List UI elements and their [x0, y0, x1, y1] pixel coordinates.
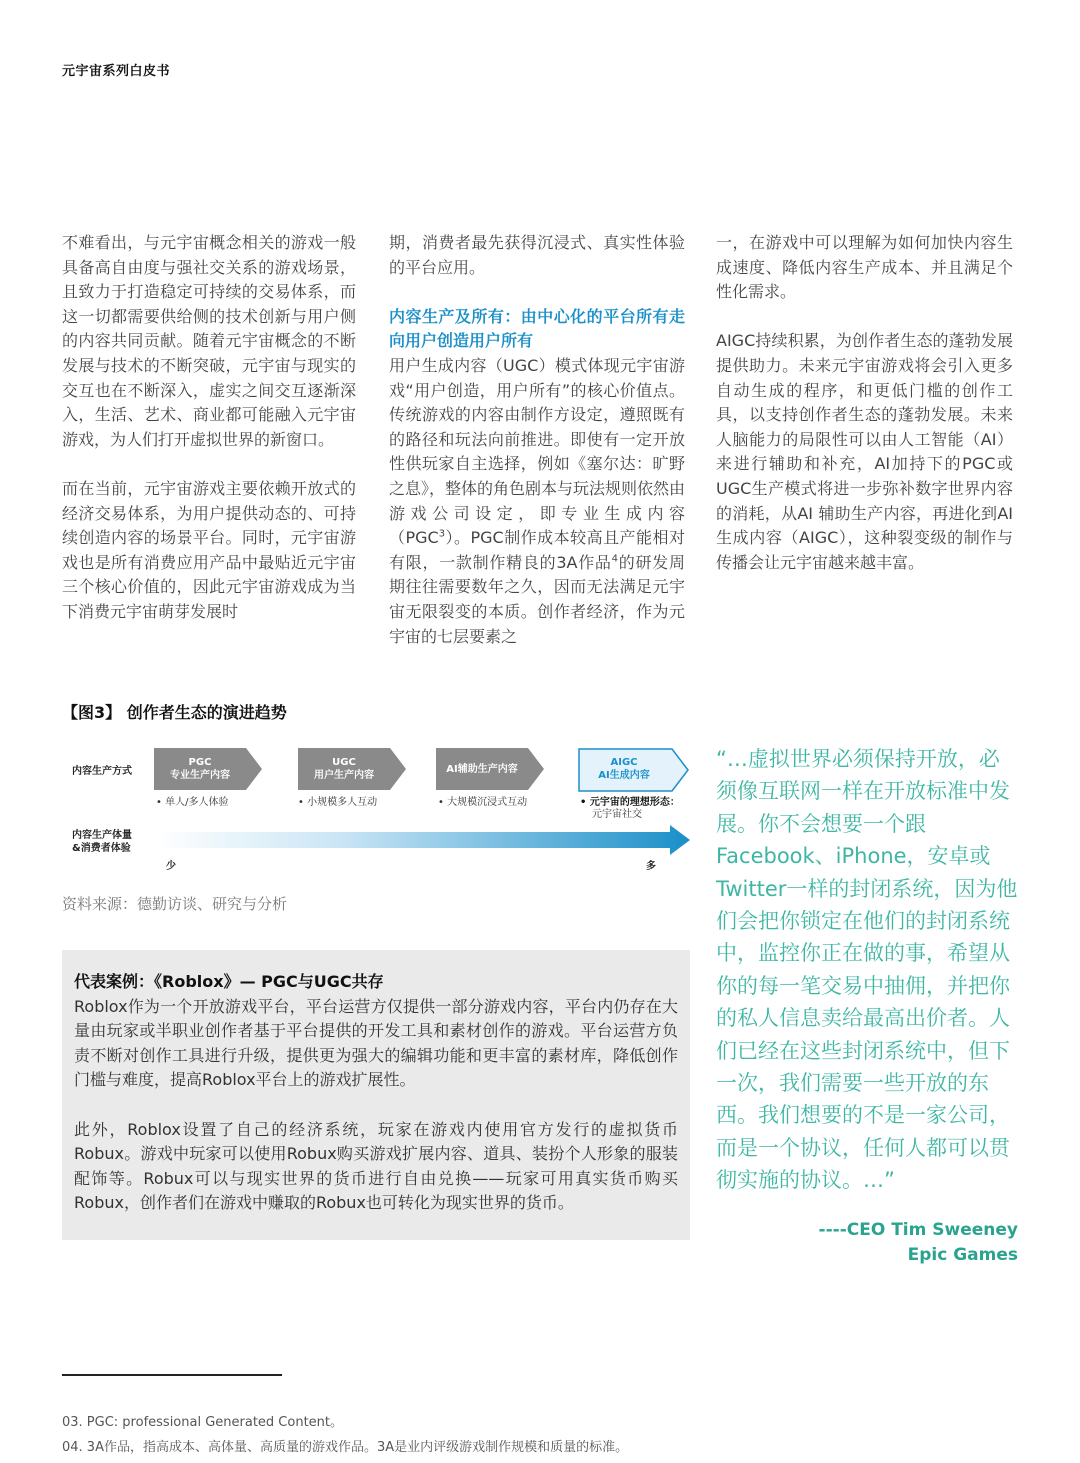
- gradient-arrow: [156, 825, 690, 855]
- text-column-3: [716, 231, 1013, 600]
- section-subheading: 内容生产及所有：由中心化的平台所有走向用户创造用户所有: [389, 306, 685, 351]
- stage-ugc: [298, 748, 406, 790]
- stage-label: UGC: [332, 757, 356, 768]
- figure-source: 资料来源：德勤访谈、研究与分析: [62, 895, 288, 913]
- stage-ai-assisted: [436, 748, 544, 790]
- stage-sublabel: 专业生产内容: [170, 770, 230, 781]
- quote-attribution: ----CEO Tim Sweeney Epic Games: [818, 1220, 1018, 1265]
- footnote-divider: [62, 1374, 282, 1376]
- evolution-diagram: [62, 745, 692, 875]
- footnote-ref[interactable]: 3: [438, 528, 446, 540]
- stage-sublabel: 用户生产内容: [314, 770, 374, 781]
- stage-note: • 小规模多人互动: [298, 797, 378, 808]
- row-label-production-mode: 内容生产方式: [72, 766, 132, 777]
- body-paragraph: 期，消费者最先获得沉浸式、真实性体验的平台应用。: [389, 233, 685, 277]
- body-paragraph: 一，在游戏中可以理解为如何加快内容生成速度、降低内容生产成本、并且满足个性化需求。: [716, 233, 1013, 302]
- body-paragraph: 而在当前，元宇宙游戏主要依赖开放式的经济交易体系，为用户提供动态的、可持续创造内容的场景平台。同时，元宇宙游戏也是所有消费应用产品中最贴近元宇宙三个核心价值的，因此元宇宙游戏成为当下消费元宇宙萌芽发展时: [62, 478, 356, 621]
- stage-label: AIGC: [610, 757, 638, 768]
- scale-label-high: 多: [646, 861, 656, 872]
- case-study-box: [62, 950, 690, 1240]
- footnotes: [62, 1410, 628, 1460]
- figure-title: 【图3】 创作者生态的演进趋势: [62, 703, 287, 722]
- body-paragraph: 用户生成内容（UGC）模式体现元宇宙游戏“用户创造，用户所有”的核心价值点。传统游戏的内容由制作方设定，遵照既有的路径和玩法向前推进。即使有一定开放性供玩家自主选择，例如《塞尔达：旷野之息》，整体的角色剧本与玩法规则依然由游戏公司设定，即专业生成内容（PGC$^3$）。PGC制作成本较高且产能相对有限，一款制作精良的3A作品$^4$的研发周期往往需要数年之久，因而无法满足元宇宙无限裂变的本质。创作者经济，作为元宇宙的七层要素之: [389, 355, 686, 646]
- footnote-ref[interactable]: 4: [611, 553, 619, 565]
- pull-quote: “…虚拟世界必须保持开放，必须像互联网一样在开放标准中发展。你不会想要一个跟Facebook、iPhone，安卓或Twitter一样的封闭系统，因为他们会把你锁定在他们的封闭系统中，监控你正在做的事，希望从你的每一笔交易中抽佣，并把你的私人信息卖给最高出价者。人们已经在这些封闭系统中，但下一次，我们需要一些开放的东西。我们想要的不是一家公司，而是一个协议，任何人都可以贯彻实施的协议。…”: [716, 747, 1018, 1193]
- stage-note-ideal: • 元宇宙的理想形态： 元宇宙社交: [580, 797, 680, 820]
- case-study-title: 代表案例：《Roblox》— PGC与UGC共存: [74, 972, 384, 991]
- body-paragraph: 不难看出，与元宇宙概念相关的游戏一般具备高自由度与强社交关系的游戏场景，且致力于打造稳定可持续的交易体系，而这一切都需要供给侧的技术创新与用户侧的内容共同贡献。随着元宇宙概念的不断发展与技术的不断突破，元宇宙与现实的交互也在不断深入，虚实之间交互逐渐深入，生活、艺术、商业都可能融入元宇宙游戏，为人们打开虚拟世界的新窗口。: [62, 233, 356, 449]
- stage-sublabel: AI生成内容: [598, 770, 650, 781]
- footnote: 04. 3A作品，指高成本、高体量、高质量的游戏作品。3A是业内评级游戏制作规模和质量的标准。: [62, 1440, 629, 1455]
- scale-label-low: 少: [166, 861, 176, 872]
- case-paragraph: 此外，Roblox设置了自己的经济系统，玩家在游戏内使用官方发行的虚拟货币Robux。游戏中玩家可以使用Robux购买游戏扩展内容、道具、装扮个人形象的服装配饰等。Robux可以与现实世界的货币进行自由兑换——玩家可用真实货币购买Robux，创作者们在游戏中赚取的Robux也可转化为现实世界的货币。: [74, 1119, 678, 1213]
- stage-label: AI辅助生产内容: [446, 763, 518, 775]
- stage-label: PGC: [188, 757, 212, 768]
- text-column-1: [62, 231, 356, 649]
- text-column-2: [389, 231, 685, 674]
- case-paragraph: Roblox作为一个开放游戏平台，平台运营方仅提供一部分游戏内容，平台内仍存在大量由玩家或半职业创作者基于平台提供的开发工具和素材创作的游戏。平台运营方负责不断对创作工具进行升级，提供更为强大的编辑功能和更丰富的素材库，降低创作门槛与难度，提高Roblox平台上的游戏扩展性。: [74, 996, 678, 1090]
- stage-note: • 单人/多人体验: [156, 797, 229, 808]
- row-label-volume: 内容生产体量 &消费者体验: [72, 830, 132, 854]
- body-paragraph: AIGC持续积累，为创作者生态的蓬勃发展提供助力。未来元宇宙游戏将会引入更多自动生成的程序，和更低门槛的创作工具，以支持创作者生态的蓬勃发展。未来人脑能力的局限性可以由人工智能（AI）来进行辅助和补充，AI加持下的PGC或UGC生产模式将进一步弥补数字世界内容的消耗，从AI 辅助生产内容，再进化到AI 生成内容（AIGC），这种裂变级的制作与传播会让元宇宙越来越丰富。: [716, 331, 1013, 572]
- stage-aigc: [578, 748, 686, 790]
- stage-pgc: [154, 748, 262, 790]
- footnote: 03. PGC: professional Generated Content。: [62, 1415, 344, 1430]
- stage-note: • 大规模沉浸式互动: [438, 797, 528, 808]
- document-header-title: 元宇宙系列白皮书: [62, 64, 171, 79]
